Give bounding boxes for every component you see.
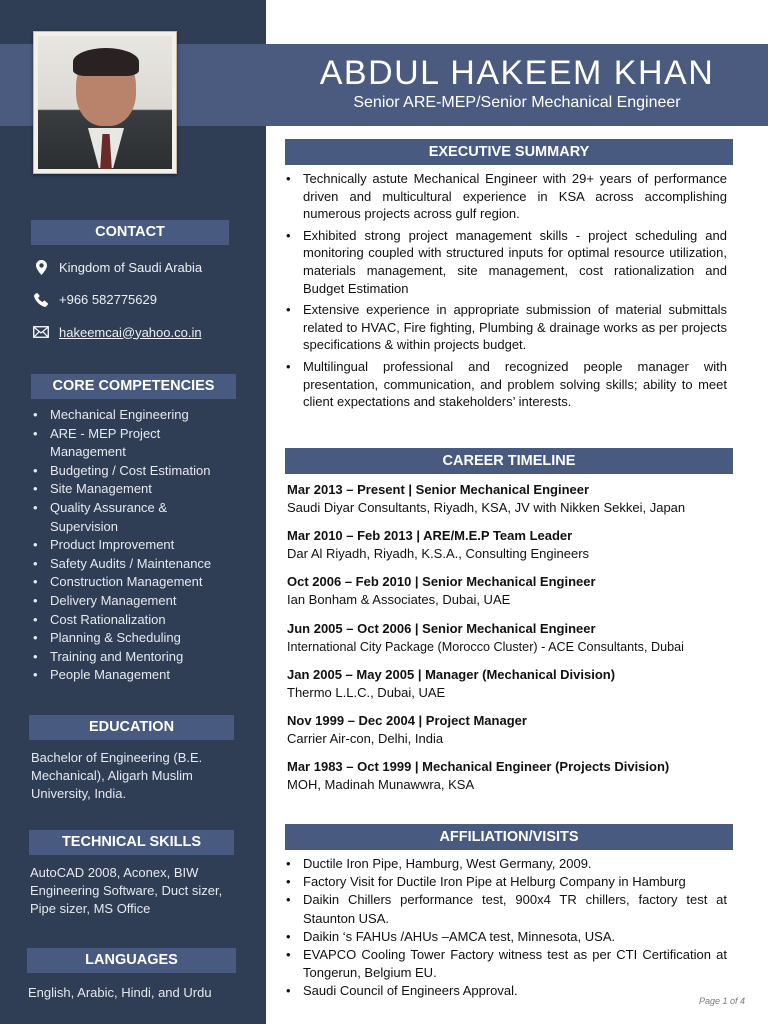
education-heading: EDUCATION [29,715,234,740]
career-timeline-list [287,481,732,804]
list-item: • Daikin Chillers performance test, 900x4 TR chillers, factory test at Staunton USA. [285,891,727,927]
technical-skills-heading: TECHNICAL SKILLS [29,830,234,855]
list-item: • People Management [31,666,256,685]
competencies-list [31,406,256,685]
timeline-role: Jun 2005 – Oct 2006 | Senior Mechanical Engineer [287,620,596,636]
timeline-entry [287,758,732,804]
list-item: • Multilingual professional and recognized people manager with presentation, communication, and problem solving skills; ability to meet client expectations and stakeholders’ interests. [285,358,727,411]
list-item: • Product Improvement [31,536,256,555]
profile-photo [33,31,177,174]
list-item: • Extensive experience in appropriate submission of material submittals related to HVAC, Fire fighting, Plumbing & drainage works as per projects specifications & within projects budget. [285,301,727,354]
timeline-org: MOH, Madinah Munawwra, KSA [287,777,475,793]
career-timeline-heading: CAREER TIMELINE [285,448,733,474]
list-item: • Training and Mentoring [31,648,256,667]
timeline-org: Thermo L.L.C., Dubai, UAE [287,684,446,700]
list-item: • Mechanical Engineering [31,406,256,425]
contact-email [33,324,202,340]
list-item: • Cost Rationalization [31,611,256,630]
timeline-role: Mar 1983 – Oct 1999 | Mechanical Engineer (Projects Division) [287,759,670,775]
list-item: • Construction Management [31,573,256,592]
timeline-role: Mar 2013 – Present | Senior Mechanical Engineer [287,482,590,497]
timeline-role: Jan 2005 – May 2005 | Manager (Mechanical Division) [287,666,616,682]
contact-email-link[interactable]: hakeemcai@yahoo.co.in [59,324,202,340]
envelope-icon [33,324,49,340]
contact-heading: CONTACT [31,220,229,245]
education-text: Bachelor of Engineering (B.E. Mechanical), Aligarh Muslim University, India. [31,750,203,801]
executive-summary-list [285,170,727,415]
list-item: • Daikin ‘s FAHUs /AHUs –AMCA test, Minnesota, USA. [285,928,727,946]
timeline-entry [287,666,732,712]
list-item: • EVAPCO Cooling Tower Factory witness test as per CTI Certification at Tongerun, Belgium EU. [285,946,727,982]
timeline-role: Nov 1999 – Dec 2004 | Project Manager [287,712,527,728]
timeline-entry [287,573,732,619]
timeline-org: Dar Al Riyadh, Riyadh, K.S.A., Consulting Engineers [287,546,590,562]
timeline-entry [287,712,732,758]
list-item: • Factory Visit for Ductile Iron Pipe at Helburg Company in Hamburg [285,873,727,891]
executive-summary-heading: EXECUTIVE SUMMARY [285,139,733,165]
timeline-org: Saudi Diyar Consultants, Riyadh, KSA, JV with Nikken Sekkei, Japan [287,500,686,515]
candidate-title: Senior ARE-MEP/Senior Mechanical Engineer [353,94,681,111]
technical-skills-text: AutoCAD 2008, Aconex, BIW Engineering Software, Duct sizer, Pipe sizer, MS Office [30,865,223,916]
list-item: • Safety Audits / Maintenance [31,555,256,574]
timeline-entry [287,481,732,527]
timeline-org: Carrier Air-con, Delhi, India [287,730,444,746]
profile-photo-image [38,36,172,169]
contact-location-text: Kingdom of Saudi Arabia [59,259,203,275]
list-item: • Technically astute Mechanical Engineer with 29+ years of performance driven and multicultural experience in KSA across accomplishing numerous projects across gulf region. [285,170,727,223]
phone-icon [33,291,49,307]
page-number: Page 1 of 4 [699,996,746,1006]
contact-phone [33,291,157,307]
timeline-role: Oct 2006 – Feb 2010 | Senior Mechanical Engineer [287,574,596,590]
list-item: • Planning & Scheduling [31,629,256,648]
contact-location [33,259,202,275]
candidate-name: ABDUL HAKEEM KHAN [319,54,715,92]
location-pin-icon [33,259,49,275]
list-item: • Exhibited strong project management skills - project scheduling and monitoring coupled with structured inputs for optimal resource utilization, materials management, site management, cost rationalization and Budget Estimation [285,227,727,297]
timeline-org: International City Package (Morocco Cluster) - ACE Consultants, Dubai [287,639,684,654]
competencies-heading: CORE COMPETENCIES [31,374,236,399]
list-item: • Ductile Iron Pipe, Hamburg, West Germany, 2009. [285,855,727,873]
timeline-entry [287,620,732,666]
list-item: • Site Management [31,480,256,499]
languages-text: English, Arabic, Hindi, and Urdu [28,985,212,1000]
list-item: • Delivery Management [31,592,256,611]
contact-phone-text: +966 582775629 [59,291,157,307]
timeline-org: Ian Bonham & Associates, Dubai, UAE [287,592,511,608]
timeline-role: Mar 2010 – Feb 2013 | ARE/M.E.P Team Leader [287,528,573,544]
list-item: • Saudi Council of Engineers Approval. [285,982,727,1000]
list-item: • Budgeting / Cost Estimation [31,462,256,481]
list-item: • ARE - MEP Project Management [31,425,256,462]
list-item: • Quality Assurance & Supervision [31,499,256,536]
languages-heading: LANGUAGES [27,948,236,973]
affiliations-list [285,855,727,1001]
affiliations-heading: AFFILIATION/VISITS [285,824,733,850]
photo-hair [73,48,139,76]
timeline-entry [287,527,732,573]
